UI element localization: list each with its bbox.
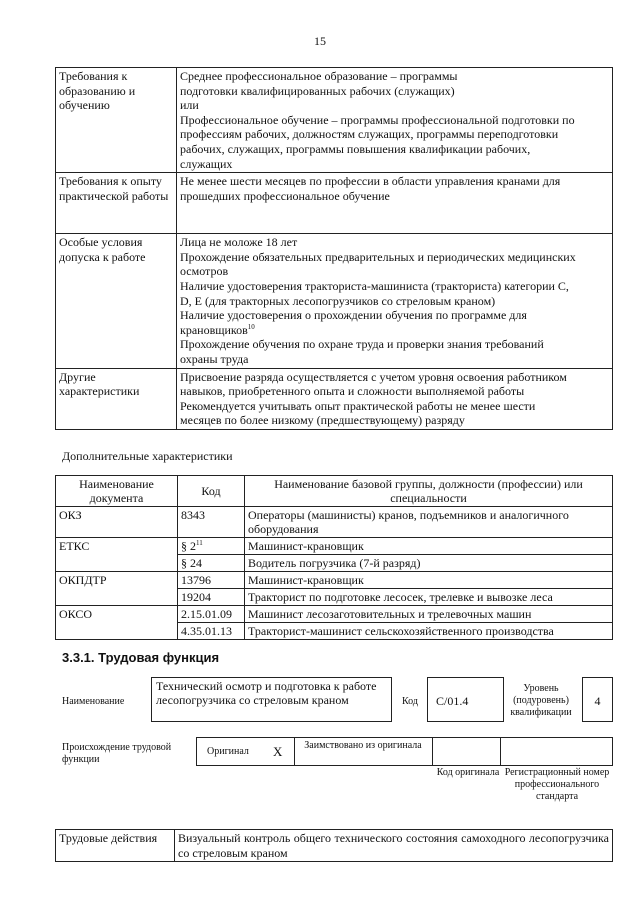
- original-mark: X: [273, 744, 283, 759]
- other-value: [177, 368, 613, 429]
- header-code: Код: [178, 476, 245, 507]
- text-line: Прохождение обучения по охране труда и проверки знания требований: [180, 337, 544, 352]
- doc-cell: ОКПДТР: [56, 572, 178, 606]
- labor-function-heading: 3.3.1. Трудовая функция: [62, 650, 220, 665]
- function-code-box: C/01.4: [427, 677, 504, 722]
- code-label: Код: [402, 696, 418, 707]
- doc-cell: ЕТКС: [56, 538, 178, 572]
- education-value: [177, 68, 613, 173]
- doc-cell: ОКСО: [56, 606, 178, 640]
- table-row: [56, 368, 613, 429]
- name-cell: Машинист-крановщик: [245, 538, 613, 555]
- origin-label: Происхождение трудовой функции: [62, 742, 172, 765]
- table-row: [56, 507, 613, 538]
- page-number: 15: [314, 34, 326, 48]
- name-cell: Машинист-крановщик: [245, 572, 613, 589]
- additional-title: Дополнительные характеристики: [62, 449, 233, 463]
- text-line: Не менее шести месяцев по профессии в области управления кранами для: [180, 174, 561, 189]
- header-name: Наименование базовой группы, должности (профессии) или специальности: [245, 476, 613, 507]
- doc-cell: ОКЗ: [56, 507, 178, 538]
- code-text: § 2: [181, 539, 196, 553]
- table-row: [56, 538, 613, 555]
- original-label: Оригинал: [207, 746, 249, 757]
- text-line: профессиям рабочих, должностям служащих, программы переподготовки: [180, 127, 559, 142]
- requirements-table: [55, 67, 613, 430]
- table-row: [56, 234, 613, 368]
- code-cell: [178, 538, 245, 555]
- table-row: [56, 606, 613, 623]
- code-cell: 2.15.01.09: [178, 606, 245, 623]
- code-cell: 8343: [178, 507, 245, 538]
- text-line: Прохождение обязательных предварительных и периодических медицинских: [180, 249, 576, 264]
- code-cell: 13796: [178, 572, 245, 589]
- text-line: прошедших профессиональное обучение: [180, 188, 390, 203]
- text-line: D, E (для тракторных лесопогрузчиков со стреловым краном): [180, 293, 496, 308]
- text-line: месяцев по более низкому (предшествующему) разряду: [180, 413, 465, 428]
- admission-value: [177, 234, 613, 368]
- text-line: Наличие удостоверения тракториста-машиниста (тракториста) категории С,: [180, 278, 569, 293]
- actions-value: Визуальный контроль общего технического состояния самоходного лесопогрузчика со стреловым краном: [175, 830, 613, 862]
- text-line: Наличие удостоверения о прохождении обучения по программе для: [180, 308, 527, 323]
- education-label: Требования к образованию и обучению: [56, 68, 177, 173]
- table-row: [56, 572, 613, 589]
- header-doc: Наименование документа: [56, 476, 178, 507]
- text-line: Профессиональное обучение – программы профессиональной подготовки по: [180, 112, 575, 127]
- name-cell: Тракторист-машинист сельскохозяйственного производства: [245, 623, 613, 640]
- name-cell: Тракторист по подготовке лесосек, трелевке и вывозке леса: [245, 589, 613, 606]
- code-cell: § 24: [178, 555, 245, 572]
- footnote-ref: 10: [247, 322, 255, 331]
- divider: [500, 738, 501, 765]
- text-line: подготовки квалифицированных рабочих (служащих): [180, 83, 455, 98]
- text-line: [180, 323, 609, 338]
- borrowed-label: Заимствовано из оригинала: [304, 740, 422, 751]
- text-fragment: крановщиков: [180, 322, 248, 337]
- labor-actions-table: [55, 829, 613, 862]
- name-cell: Машинист лесозаготовительных и трелевочных машин: [245, 606, 613, 623]
- origin-row: [196, 737, 613, 766]
- text-line: осмотров: [180, 264, 229, 279]
- text-line: служащих: [180, 156, 233, 171]
- function-name-box: Технический осмотр и подготовка к работе лесопогрузчика со стреловым краном: [151, 677, 392, 722]
- name-cell: Операторы (машинисты) кранов, подъемников и аналогичного оборудования: [245, 507, 613, 538]
- additional-table: [55, 475, 613, 640]
- text-line: навыков, приобретенного опыта и сложности выполняемой работы: [180, 384, 525, 399]
- table-row: [56, 830, 613, 862]
- experience-label: Требования к опыту практической работы: [56, 173, 177, 234]
- origin-code-label: Код оригинала: [436, 767, 500, 778]
- name-label: Наименование: [62, 696, 125, 707]
- name-cell: Водитель погрузчика (7-й разряд): [245, 555, 613, 572]
- text-line: рабочих, служащих, программы повышения квалификации рабочих,: [180, 141, 531, 156]
- text-line: Лица не моложе 18 лет: [180, 235, 298, 250]
- text-line: Рекомендуется учитывать опыт практической работы не менее шести: [180, 398, 536, 413]
- text-line: Присвоение разряда осуществляется с учетом уровня освоения работником: [180, 369, 567, 384]
- text-line: охраны труда: [180, 351, 249, 366]
- experience-value: [177, 173, 613, 234]
- level-label: Уровень (подуровень) квалификации: [510, 683, 572, 718]
- divider: [432, 738, 433, 765]
- text-line: Среднее профессиональное образование – программы: [180, 69, 458, 83]
- footnote-ref: 11: [196, 539, 203, 547]
- divider: [294, 738, 295, 765]
- table-row: [56, 173, 613, 234]
- table-row: [56, 68, 613, 173]
- actions-label: Трудовые действия: [56, 830, 175, 862]
- code-cell: 4.35.01.13: [178, 623, 245, 640]
- text-line: или: [180, 98, 199, 113]
- code-cell: 19204: [178, 589, 245, 606]
- table-header-row: [56, 476, 613, 507]
- admission-label: Особые условия допуска к работе: [56, 234, 177, 368]
- reg-number-label: Регистрационный номер профессионального стандарта: [504, 767, 610, 802]
- other-label: Другие характеристики: [56, 368, 177, 429]
- level-box: 4: [582, 677, 613, 722]
